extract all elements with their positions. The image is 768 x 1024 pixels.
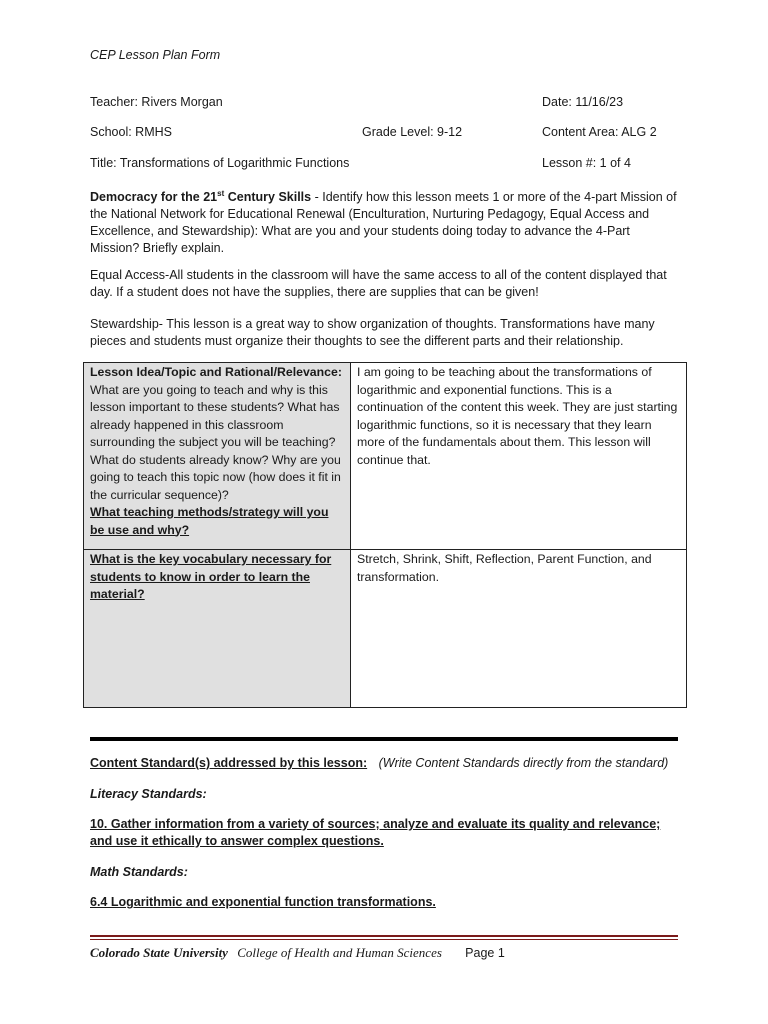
footer-college: College of Health and Human Sciences	[237, 945, 442, 960]
stewardship-paragraph: Stewardship- This lesson is a great way to show organization of thoughts. Transformations have many pieces and students must organize their thoughts to see the different parts and their relationship.	[90, 317, 655, 348]
democracy-lead: Democracy for the 21st Century Skills	[90, 189, 312, 205]
grade-field: Grade Level: 9-12	[362, 125, 463, 139]
content-standards-label: Content Standard(s) addressed by this lesson:	[90, 756, 368, 770]
lesson-plan-table	[83, 362, 687, 708]
row-divider	[84, 549, 686, 550]
literacy-standard-item: 10. Gather information from a variety of sources; analyze and evaluate its quality and relevance; and use it ethically to answer complex questions.	[90, 817, 661, 848]
date-field: Date: 11/16/23	[542, 95, 624, 109]
row2-answer: Stretch, Shrink, Shift, Reflection, Parent Function, and transformation.	[357, 552, 652, 584]
row1-prompt: What are you going to teach and why is this lesson important to these students? What has already happened in this classroom surrounding the subject you will be teaching? What do students already know? Why are you going to teach this topic now (how does it fit in the curricular sequence)?	[90, 382, 341, 502]
equal-access-paragraph: Equal Access-All students in the classroom will have the same access to all of the content displayed that day. If a student does not have the supplies, there are supplies that can be given!	[90, 268, 667, 299]
footer	[90, 944, 505, 962]
row1-heading: Lesson Idea/Topic and Rational/Relevance:	[90, 365, 342, 379]
democracy-paragraph	[90, 185, 680, 257]
math-standard-item: 6.4 Logarithmic and exponential function transformations.	[90, 895, 436, 909]
math-standards-label: Math Standards:	[90, 865, 188, 879]
row1-answer: I am going to be teaching about the transformations of logarithmic and exponential functions. This is a continuation of the content this week. They are just starting logarithmic functions, so it is necessary that they learn more of the fundamentals about them. This lesson will continue that.	[357, 365, 678, 467]
democracy-text: - Identify how this lesson meets 1 or more of the 4-part Mission of the National Network for Educational Renewal (Enculturation, Nurturing Pedagogy, Equal Access and Excellence, and Stewardship): What are you and your students doing today to advance the 4-Part Mission? Briefly explain.	[90, 190, 677, 256]
lesson-number-field: Lesson #: 1 of 4	[542, 156, 631, 170]
school-field: School: RMHS	[90, 125, 172, 139]
form-title: CEP Lesson Plan Form	[90, 48, 221, 62]
section-divider	[90, 737, 678, 741]
teacher-field: Teacher: Rivers Morgan	[90, 95, 223, 109]
title-field: Title: Transformations of Logarithmic Functions	[90, 156, 350, 170]
literacy-standards-label: Literacy Standards:	[90, 787, 207, 801]
row1-prompt-cell	[84, 364, 350, 539]
content-standards-line	[90, 755, 690, 772]
footer-university: Colorado State University	[90, 945, 228, 960]
row1-methods: What teaching methods/strategy will you be use and why?	[90, 505, 329, 537]
footer-rule-bottom	[90, 939, 678, 940]
content-standards-note: (Write Content Standards directly from the standard)	[378, 756, 669, 770]
content-area-field: Content Area: ALG 2	[542, 125, 657, 139]
footer-page: Page 1	[465, 946, 505, 960]
row2-heading: What is the key vocabulary necessary for students to know in order to learn the material?	[90, 552, 332, 601]
footer-rule-top	[90, 935, 678, 937]
